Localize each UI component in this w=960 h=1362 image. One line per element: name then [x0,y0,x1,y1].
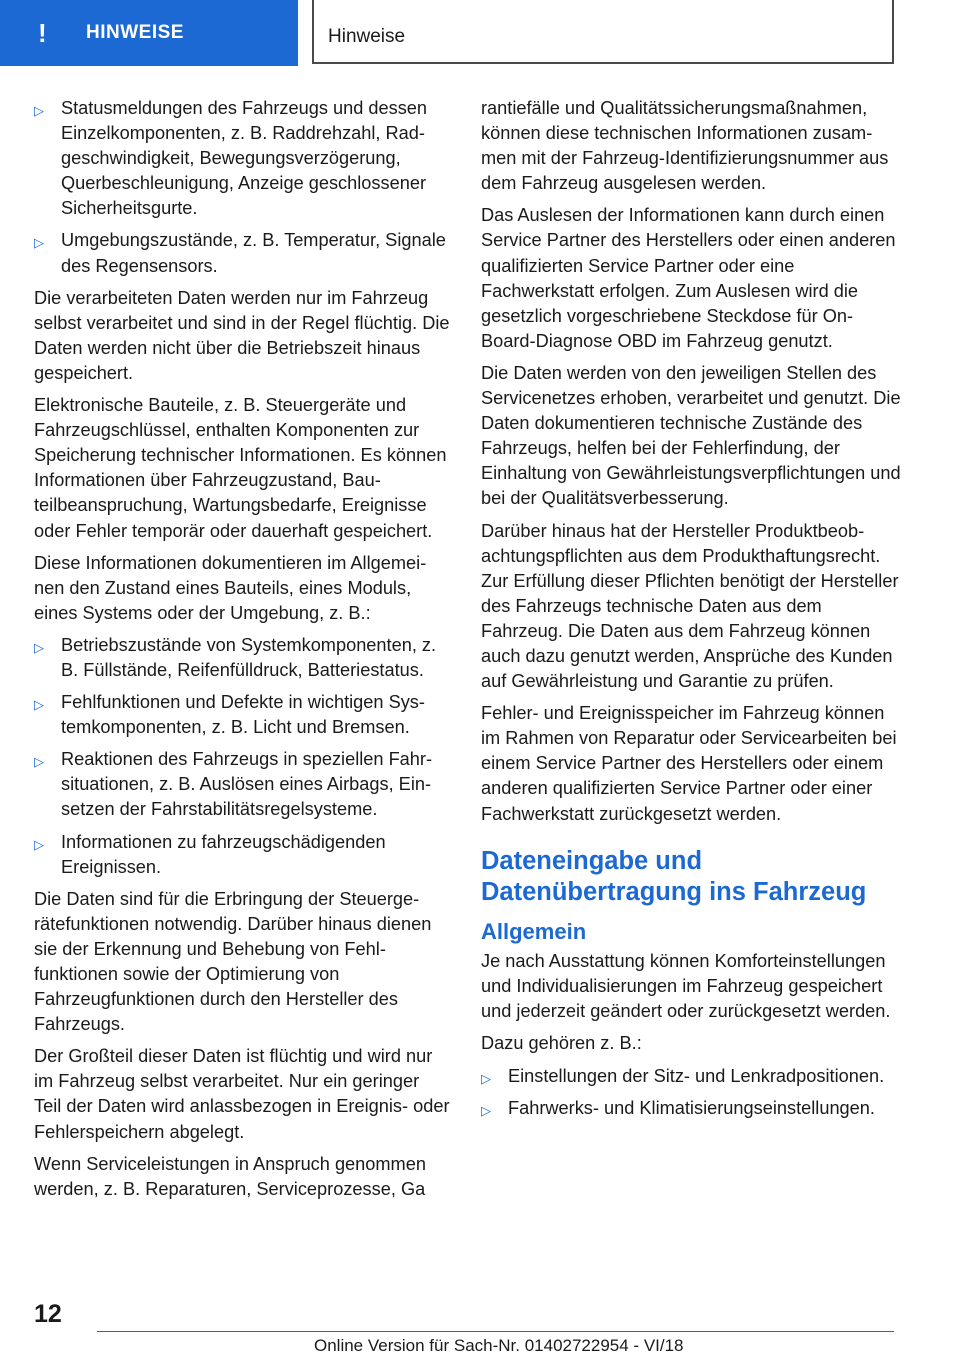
list-item: ▷ Umgebungszustände, z. B. Temperatur, Signale des Regensensors. [34,230,446,276]
paragraph: Der Großteil dieser Daten ist flüchtig und wird nur im Fahrzeug selbst verarbeitet. Nur ein geringer Teil der Daten wird anlassbezogen in Ereignis- oder Fehlerspeichern abgelegt. [34,1046,450,1142]
page-header [0,0,960,66]
chapter-title-box [312,0,894,64]
section-heading: Dateneingabe und Datenübertragung ins Fahrzeug [481,846,867,906]
triangle-bullet-icon: ▷ [34,754,44,770]
triangle-bullet-icon: ▷ [481,1071,491,1086]
triangle-bullet-icon: ▷ [34,836,44,852]
chapter-title: Hinweise [328,26,406,47]
list-item: ▷ Statusmeldungen des Fahrzeugs und dessen Einzelkomponenten, z. B. Raddrehzahl, Radgeschwindigkeit, Bewegungsverzögerung, Querbeschleunigung, Anzeige geschlossener Sicherheitsgurte. [34,98,428,219]
paragraph: Darüber hinaus hat der Hersteller Produktbeobachtungspflichten aus dem Produkthaftungsrecht. Zur Erfüllung dieser Pflichten benötigt der Hersteller des Fahrzeugs technische Daten aus dem Fahrzeug. Die Daten aus dem Fahrzeug können auch dazu genutzt werden, Ansprüche des Kunden auf Gewährleistung und Garantie zu prüfen. [481,520,899,692]
paragraph: Die Daten werden von den jeweiligen Stellen des Servicenetzes erhoben, verarbeitet und genutzt. Die Daten dokumentieren technische Zustände des Fahrzeugs, helfen bei der Fehlerfindung, der Einhaltung von Gewährleistungsverpflichtungen und bei der Qualitätsverbesserung. [481,362,901,509]
list-item: ▷ Reaktionen des Fahrzeugs in speziellen Fahrsituationen, z. B. Auslösen eines Airbags, Einsetzen der Fahrstabilitätsregelsysteme. [34,749,433,820]
paragraph: Elektronische Bauteile, z. B. Steuergeräte und Fahrzeugschlüssel, enthalten Komponenten zur Speicherung technischer Informationen. Es können Informationen über Fahrzeugzustand, Bauteilbeanspruchung, Wartungsbedarfe, Ereignisse oder Fehler temporär oder dauerhaft gespeichert. [34,395,447,541]
paragraph: Je nach Ausstattung können Komforteinstellungen und Individualisierungen im Fahrzeug gespeichert und jederzeit geändert oder zurückgesetzt werden. [481,950,891,1021]
page-number: 12 [34,1300,62,1328]
paragraph: rantiefälle und Qualitätssicherungsmaßnahmen, können diese technischen Informationen zusammen mit der Fahrzeug-Identifizierungsnummer aus dem Fahrzeug ausgelesen werden. [481,98,889,194]
list-data-examples [34,96,450,279]
subsection-heading: Allgemein [481,918,587,944]
list-item: ▷ Betriebszustände von Systemkomponenten, z. B. Füllstände, Reifenfülldruck, Batteriestatus. [34,634,437,680]
paragraph: Dazu gehören z. B.: [481,1032,642,1053]
paragraph: Fehler- und Ereignisspeicher im Fahrzeug können im Rahmen von Reparatur oder Servicearbeiten bei einem Service Partner des Herstellers oder einem anderen qualifizierten Service Partner oder einer Fachwerkstatt zurückgesetzt werden. [481,703,897,824]
triangle-bullet-icon: ▷ [34,639,44,655]
section-tab [0,0,298,66]
footer-text: Online Version für Sach-Nr. 01402722954 - VI/18 [314,1336,684,1355]
paragraph: Das Auslesen der Informationen kann durch einen Service Partner des Herstellers oder einen anderen qualifizierten Service Partner oder eine Fachwerkstatt erfolgen. Zum Auslesen wird die gesetzlich vorgeschriebene Steckdose für On-Board-Diagnose OBD im Fahrzeug genutzt. [481,205,896,351]
list-info-examples [34,633,450,880]
section-tab-label: HINWEISE [86,22,184,43]
left-column [34,96,450,1209]
list-item: ▷ Fahrwerks- und Klimatisierungseinstellungen. [481,1096,901,1121]
list-item: ▷ Informationen zu fahrzeugschädigenden Ereignissen. [34,831,386,877]
triangle-bullet-icon: ▷ [34,103,44,118]
triangle-bullet-icon: ▷ [34,235,44,251]
right-column [481,96,901,1128]
list-settings [481,1064,901,1121]
paragraph: Diese Informationen dokumentieren im Allgemeinen den Zustand eines Bauteils, eines Moduls, eines Systems oder der Umgebung, z. B.: [34,552,427,623]
triangle-bullet-icon: ▷ [481,1103,491,1119]
paragraph: Wenn Serviceleistungen in Anspruch genommen werden, z. B. Reparaturen, Serviceprozesse, Ga [34,1153,426,1199]
footer-divider [97,1331,894,1332]
triangle-bullet-icon: ▷ [34,697,44,713]
list-item: ▷ Einstellungen der Sitz- und Lenkradpositionen. [481,1064,901,1089]
exclamation-icon: ! [38,17,47,48]
paragraph: Die verarbeiteten Daten werden nur im Fahrzeug selbst verarbeitet und sind in der Regel flüchtig. Die Daten werden nicht über die Betriebszeit hinaus gespeichert. [34,287,450,383]
list-item: ▷ Fehlfunktionen und Defekte in wichtigen Systemkomponenten, z. B. Licht und Bremsen. [34,692,425,738]
paragraph: Die Daten sind für die Erbringung der Steuergerätefunktionen notwendig. Darüber hinaus dienen sie der Erkennung und Behebung von Fehlfunktionen sowie der Optimierung von Fahrzeugfunktionen durch den Hersteller des Fahrzeugs. [34,888,432,1035]
